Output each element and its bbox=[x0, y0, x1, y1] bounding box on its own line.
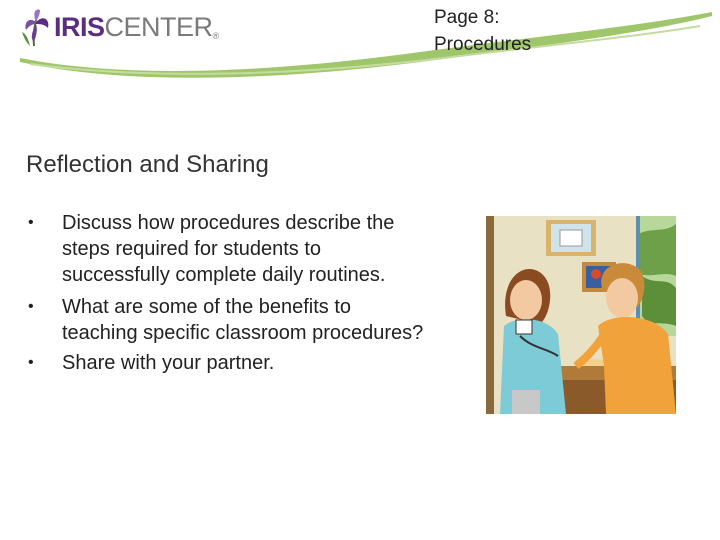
page-title-line1: Page 8: bbox=[434, 7, 500, 28]
bullet-dot-icon: • bbox=[28, 298, 34, 315]
logo-wordmark bbox=[54, 11, 219, 42]
logo-center-text: CENTER bbox=[104, 11, 213, 42]
logo-iris-text: IRIS bbox=[54, 11, 105, 42]
bullet-dot-icon: • bbox=[28, 354, 34, 371]
page-title bbox=[434, 4, 674, 58]
bullet-list bbox=[26, 210, 426, 376]
bullet-text: What are some of the benefits to teaching specific classroom procedures? bbox=[62, 296, 424, 344]
bullet-item-share bbox=[26, 350, 426, 376]
iris-center-logo[interactable] bbox=[18, 6, 219, 48]
classroom-illustration-icon bbox=[486, 216, 676, 414]
iris-flower-icon bbox=[18, 6, 52, 48]
page-title-line2: Procedures bbox=[434, 34, 532, 55]
bullet-dot-icon: • bbox=[28, 214, 34, 231]
bullet-item-discuss bbox=[26, 210, 426, 288]
section-heading: Reflection and Sharing bbox=[26, 151, 269, 178]
bullet-text: Share with your partner. bbox=[62, 352, 275, 374]
bullet-item-benefits bbox=[26, 294, 426, 346]
logo-trademark: ® bbox=[212, 30, 219, 41]
bullet-text: Discuss how procedures describe the steps required for students to successfully complete daily routines. bbox=[62, 212, 395, 286]
